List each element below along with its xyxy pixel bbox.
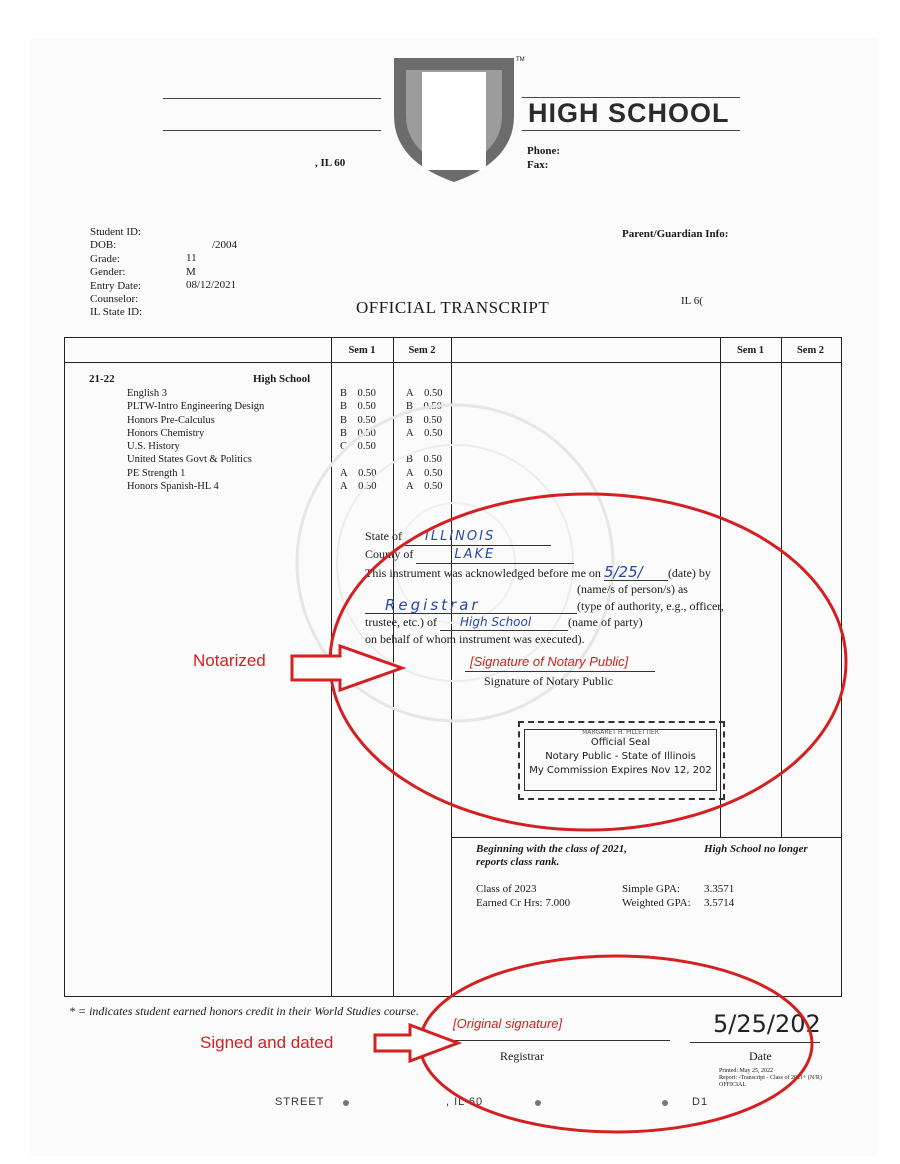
county-value: LAKE [416,547,574,564]
footer-street: STREET [275,1096,325,1108]
school-year: 21-22 [89,373,115,385]
sem2-header-right: Sem 2 [796,345,825,356]
earned-credits: Earned Cr Hrs: 7.000 [476,897,571,909]
grade-cell: B 0.50 [340,414,376,426]
seal-name: MARGARET H. PILLETTIER [582,729,659,736]
trademark: TM [516,57,525,63]
grade-label: Grade: [90,252,120,265]
grade-cell: A 0.50 [406,427,443,439]
notary-signature-label: Signature of Notary Public [484,674,613,688]
course-name: PLTW-Intro Engineering Design [127,401,265,413]
rank-note-right: High School no longer [704,843,808,855]
grade-cell: A 0.50 [406,467,443,479]
authority-value: Registrar [365,597,577,614]
course-name: United States Govt & Politics [127,454,252,466]
course-name: Honors Spanish-HL 4 [127,481,219,493]
seal-title: Official Seal [590,737,651,748]
dob-label: DOB: [90,239,117,252]
rank-note-line2: reports class rank. [476,856,560,868]
trustee-text: trustee, etc.) of [365,615,437,629]
sem1-header: Sem 1 [348,345,376,356]
grade-cell: C 0.50 [340,441,376,453]
grade-cell: A 0.50 [340,481,377,493]
school-city: , IL 60 [315,157,346,169]
seal-line3: My Commission Expires Nov 12, 202 [529,765,712,776]
honors-footnote: * = indicates student earned honors credit in their World Studies course. [69,1004,419,1018]
counselor-label: Counselor: [90,293,139,306]
page-title: OFFICIAL TRANSCRIPT [356,298,550,317]
ack-line: This instrument was acknowledged before me on [365,566,601,580]
county-label: County of [365,547,414,561]
grade-cell: B 0.50 [406,454,442,466]
behalf-line: on behalf of whom instrument was executed). [365,632,585,646]
simple-gpa-value: 3.3571 [704,883,735,895]
course-name: U.S. History [127,441,180,453]
grade-cell: A 0.50 [406,481,443,493]
grade-cell: A 0.50 [340,467,377,479]
weighted-gpa-label: Weighted GPA: [622,897,691,909]
sem1-header-right: Sem 1 [736,345,765,356]
simple-gpa-label: Simple GPA: [622,883,680,895]
state-value: ILLINOIS [405,529,551,546]
persons-line: (name/s of person/s) as [577,582,688,596]
signature-highlight-ellipse [420,956,812,1132]
registrar-signature-placeholder: [Original signature] [453,1016,563,1031]
date-label: Date [749,1049,772,1063]
course-name: English 3 [127,388,167,399]
notarized-arrow [292,646,402,690]
footer-city: , IL 60 [446,1096,484,1108]
report-name: Report: -Transcript - Class of 2021+ (N/R) [719,1075,822,1081]
course-name: Honors Chemistry [127,427,205,439]
grade-cell: B 0.50 [340,401,376,413]
grade-cell: B 0.50 [406,401,442,413]
party-value: High School [440,614,568,631]
sem2-header: Sem 2 [408,345,436,356]
weighted-gpa-value: 3.5714 [704,897,735,909]
phone-label: Phone: [527,145,560,157]
seal-line2: Notary Public - State of Illinois [545,751,696,762]
notary-highlight-ellipse [330,494,846,830]
gender-value: M [186,265,196,278]
notarized-label: Notarized [193,651,266,670]
authority-text: (type of authority, e.g., officer, [577,599,724,613]
handwritten-date: 5/25/202 [713,1010,821,1038]
fax-label: Fax: [527,159,549,171]
grade-value: 11 [186,252,197,265]
entry-date-label: Entry Date: [90,279,142,292]
printed-date: Printed: May 25, 2022 [719,1068,773,1074]
class-of: Class of 2023 [476,883,537,895]
school-heading: High School [253,373,311,385]
party-text: (name of party) [567,615,643,629]
notary-date-value: 5/25/ [604,564,668,581]
student-id-label: Student ID: [90,226,142,238]
grade-cell: B 0.50 [340,427,376,439]
grade-cell: B 0.50 [406,414,442,426]
parent-guardian-label: Parent/Guardian Info: [622,228,729,240]
state-label: State of [365,529,402,543]
entry-date-value: 08/12/2021 [186,279,237,292]
official-mark: OFFICIAL [719,1082,747,1088]
state-id-label: IL State ID: [90,306,143,319]
rank-note-line1: Beginning with the class of 2021, [476,843,627,855]
gender-label: Gender: [90,266,126,279]
dob-value: /2004 [212,239,238,251]
registrar-label: Registrar [500,1049,544,1063]
signed-dated-label: Signed and dated [200,1033,334,1052]
footer-d: D1 [692,1096,709,1108]
school-name: HIGH SCHOOL [528,98,730,128]
grade-cell: B 0.50 [340,388,376,399]
date-by-text: (date) by [667,566,711,580]
course-name: PE Strength 1 [127,467,186,479]
notary-signature-placeholder: [Signature of Notary Public] [470,654,629,669]
signed-arrow [375,1025,458,1061]
grade-cell: A 0.50 [406,388,443,399]
parent-address-fragment: IL 6( [681,295,703,307]
course-name: Honors Pre-Calculus [127,414,215,426]
